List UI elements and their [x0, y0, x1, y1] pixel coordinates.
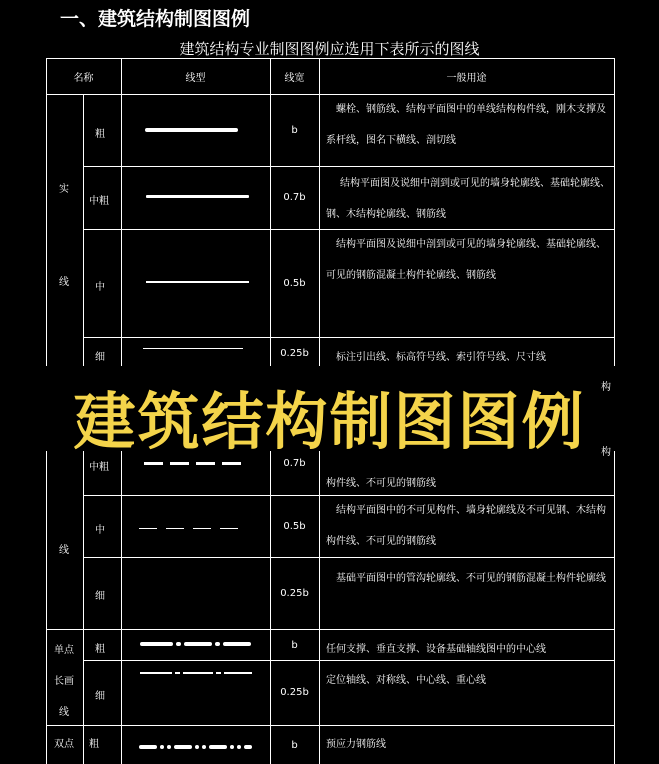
- row-dashed-thin-usage: 基础平面图中的管沟轮廓线、不可见的钢筋混凝土构件轮廓线: [336, 573, 606, 584]
- row-ddot-thick-width: b: [291, 740, 298, 751]
- group-dashed-label: 线: [59, 545, 69, 556]
- header-linetype: 线型: [185, 73, 206, 84]
- group-single-dot-label-2: 长画: [54, 676, 74, 687]
- group-single-dot-label-1: 单点: [54, 645, 74, 656]
- row-solid-mthick-width: 0.7b: [283, 192, 306, 203]
- edge-glyph-2: 构: [601, 447, 611, 458]
- row-sdot-thick-usage: 任何支撑、垂直支撑、设备基础轴线图中的中心线: [326, 644, 546, 655]
- row-solid-thick-width: b: [291, 125, 298, 136]
- row-solid-thin-width: 0.25b: [280, 348, 309, 359]
- row-solid-medium-usage: 结构平面图及说细中剖到或可见的墙身轮廓线、基础轮廓线、可见的钢筋混凝土构件轮廓线、钢筋线: [326, 239, 606, 281]
- row-dashed-mthick-width: 0.7b: [283, 458, 306, 469]
- row-solid-medium-sub: 中: [95, 282, 105, 293]
- row-solid-thick-sub: 粗: [95, 129, 105, 140]
- overlay-title: 建筑结构制图图例: [73, 385, 586, 458]
- group-solid-label-1: 实: [59, 184, 69, 195]
- row-dashed-medium-sub: 中: [95, 525, 105, 536]
- row-solid-mthick-usage: 结构平面图及说细中剖到或可见的墙身轮廓线、基础轮廓线、钢、木结构轮廓线、钢筋线: [326, 178, 610, 220]
- row-solid-thick-usage: 螺栓、钢筋线、结构平面图中的单线结构构件线，刚木支撑及系杆线，图名下横线、剖切线: [326, 104, 606, 146]
- header-name: 名称: [73, 73, 94, 84]
- row-dashed-mthick-usage: 构件线、不可见的钢筋线: [326, 478, 436, 489]
- row-dashed-mthick-sub: 中粗: [89, 462, 109, 473]
- solid-thin-line: [143, 348, 243, 349]
- group-single-dot-label-3: 线: [59, 707, 69, 718]
- solid-mthick-line: [146, 195, 249, 198]
- row-dashed-thin-width: 0.25b: [280, 588, 309, 599]
- row-ddot-thick-sub: 粗: [89, 739, 99, 750]
- group-double-dot-label: 双点: [54, 739, 74, 750]
- row-dashed-thin-sub: 细: [95, 591, 105, 602]
- edge-glyph-1: 构: [601, 382, 611, 393]
- page-heading: 一、建筑结构制图图例: [60, 8, 251, 30]
- row-dashed-medium-width: 0.5b: [283, 521, 306, 532]
- row-dashed-medium-usage: 结构平面图中的不可见构件、墙身轮廓线及不可见钢、木结构构件线、不可见的钢筋线: [326, 505, 606, 547]
- row-solid-thin-usage: 标注引出线、标高符号线、索引符号线、尺寸线: [336, 352, 546, 363]
- table-caption: 建筑结构专业制图图例应选用下表所示的图线: [179, 40, 480, 58]
- header-usage: 一般用途: [446, 73, 487, 84]
- header-linewidth: 线宽: [284, 73, 305, 84]
- solid-medium-line: [146, 281, 249, 283]
- row-solid-thin-sub: 细: [95, 352, 105, 363]
- row-sdot-thick-width: b: [291, 640, 298, 651]
- row-sdot-thin-sub: 细: [95, 691, 105, 702]
- solid-thick-line: [145, 128, 238, 132]
- row-sdot-thin-usage: 定位轴线、对称线、中心线、重心线: [326, 675, 486, 686]
- group-solid-label-2: 线: [59, 277, 69, 288]
- row-ddot-thick-usage: 预应力钢筋线: [326, 739, 386, 750]
- row-solid-medium-width: 0.5b: [283, 278, 306, 289]
- row-sdot-thin-width: 0.25b: [280, 687, 309, 698]
- row-sdot-thick-sub: 粗: [95, 644, 105, 655]
- row-solid-mthick-sub: 中粗: [89, 196, 109, 207]
